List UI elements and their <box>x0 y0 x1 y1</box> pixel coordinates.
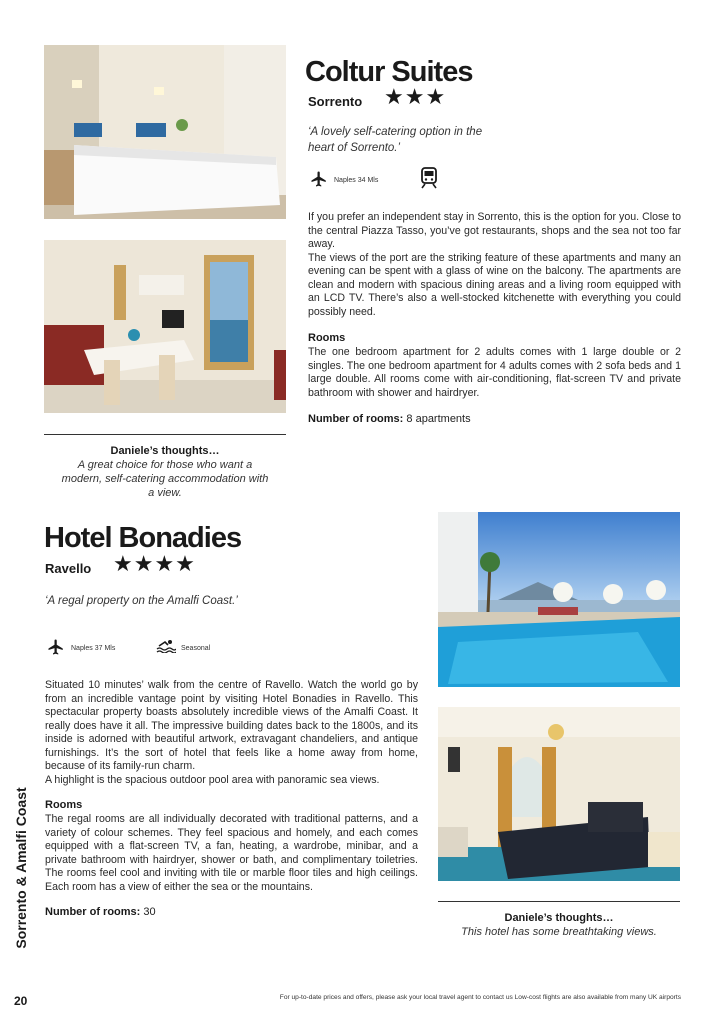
number-of-rooms-label: Number of rooms: <box>45 906 141 918</box>
thoughts-title: Daniele’s thoughts… <box>504 912 614 924</box>
rooms-heading: Rooms <box>308 332 346 344</box>
section-title <box>6 770 36 965</box>
hotel-location: Sorrento <box>308 94 363 109</box>
rooms-description: The regal rooms are all individually decorated with traditional patterns, and a variety of colour schemes. They feel spacious and homely, and each comes equipped with a flat-screen TV, a fan, heating, a wardrobe, minibar, and a private bathroom with hairdryer, shower or bath, and complimentary toiletries. The rooms feel cool and inviting with tile or marble floor tiles and high ceilings. Each room has a view of either the sea or the mountains. <box>45 813 418 893</box>
hotel-description <box>308 211 681 319</box>
star-rating: ★★★★ <box>113 551 196 576</box>
thoughts-text: This hotel has some breathtaking views. <box>461 926 657 938</box>
coltur-bedroom-photo <box>44 45 286 219</box>
section-title-text: Sorrento & Amalfi Coast <box>13 786 29 949</box>
hotel-tagline: ‘A regal property on the Amalfi Coast.’ <box>45 595 238 607</box>
thoughts-title: Daniele’s thoughts… <box>110 445 220 457</box>
hotel-name: Coltur Suites <box>305 56 473 88</box>
thoughts-text: A great choice for those who want a modern, self-catering accommodation with a view. <box>61 459 269 499</box>
airport-distance: Naples 34 Mls <box>334 177 379 184</box>
number-of-rooms-value: 8 apartments <box>406 413 471 425</box>
description-paragraph: Situated 10 minutes’ walk from the centre of Ravello. Watch the world go by from an incredible vantage point by visiting Hotel Bonadies in Ravello. This spectacular property boasts absolutely incredible views of the Amalfi Coast. It really does have it all. The impressive building dates back to the 1800s, and its inside is adorned with beautiful artwork, extravagant chandeliers, and antique furnishings. It’s the sort of hotel that feels like a home away from home, because of its family-run charm. <box>45 679 418 772</box>
bonadies-bedroom-photo <box>438 707 680 881</box>
divider <box>438 901 680 902</box>
number-of-rooms-value: 30 <box>143 906 156 918</box>
hotel-name: Hotel Bonadies <box>44 522 242 554</box>
description-paragraph: A highlight is the spacious outdoor pool area with panoramic sea views. <box>45 773 380 786</box>
plane-icon <box>309 170 329 188</box>
swimming-icon <box>156 639 176 653</box>
hotel-location: Ravello <box>45 561 92 576</box>
coltur-living-room-photo <box>44 240 286 413</box>
airport-distance: Naples 37 Mls <box>71 645 116 652</box>
train-icon <box>420 167 438 189</box>
page-number: 20 <box>14 994 28 1008</box>
seasonal-label: Seasonal <box>181 645 211 652</box>
star-rating: ★★★ <box>384 84 447 109</box>
description-paragraph: The views of the port are the striking feature of these apartments and many an evening can be spent with a glass of wine on the balcony. The apartments are clean and modern with spacious dining areas and a living room equipped with an LCD TV. There’s also a well-stocked kitchenette with everything you could possibly need. <box>308 251 681 318</box>
hotel-tagline: ‘A lovely self-catering option in the heart of Sorrento.’ <box>308 126 483 154</box>
rooms-heading: Rooms <box>45 799 83 811</box>
footer-note: For up-to-date prices and offers, please ask your local travel agent to contact us Low-cost flights are also available from many UK airports <box>279 994 681 1001</box>
number-of-rooms <box>45 906 156 918</box>
number-of-rooms-label: Number of rooms: <box>308 413 404 425</box>
rooms-description: The one bedroom apartment for 2 adults comes with 1 large double or 2 singles. The one bedroom apartment for 4 adults comes with 2 sofa beds and 1 large double. All rooms come with air-conditioning, flat-screen TV and private bathroom with shower and hairdryer. <box>308 346 681 399</box>
hotel-description <box>45 679 418 787</box>
bonadies-pool-photo <box>438 512 680 687</box>
plane-icon <box>46 638 66 656</box>
divider <box>44 434 286 435</box>
description-paragraph: If you prefer an independent stay in Sorrento, this is the option for you. Close to the central Piazza Tasso, you’ve got restaurants, shops and the sea not too far away. <box>308 211 681 250</box>
number-of-rooms <box>308 413 471 425</box>
